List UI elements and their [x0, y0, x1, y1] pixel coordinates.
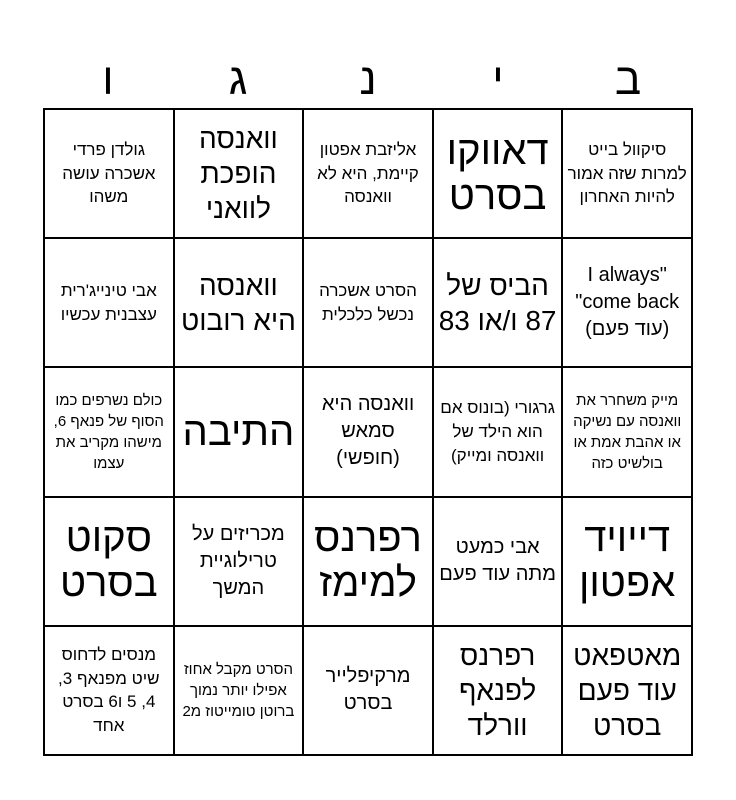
bingo-cell-24[interactable]: הסרט מקבל אחוז אפילו יותר נמוך ברוטן טומייטוז מ2: [174, 626, 304, 755]
bingo-header: [43, 56, 693, 104]
bingo-cell-16[interactable]: דייויד אפטון: [562, 497, 692, 626]
header-letter-1: ב: [614, 55, 642, 104]
bingo-cell-10[interactable]: אבי טינייג'רית עצבנית עכשיו: [44, 238, 174, 367]
bingo-cell-15[interactable]: כולם נשרפים כמו הסוף של פנאף 6, מישהו מקריב את עצמו: [44, 367, 174, 496]
bingo-cell-5[interactable]: גולדן פרדי אשכרה עושה משהו: [44, 109, 174, 238]
bingo-card: [43, 108, 693, 756]
bingo-cell-13[interactable]: וואנסה היא סמאש (חופשי): [303, 367, 433, 496]
bingo-cell-9[interactable]: וואנסה היא רובוט: [174, 238, 304, 367]
bingo-cell-19[interactable]: מכריזים על טרילוגיית המשך: [174, 497, 304, 626]
bingo-cell-12[interactable]: גרגורי (בונוס אם הוא הילד של וואנסה ומייק): [433, 367, 563, 496]
bingo-cell-21[interactable]: מאטפאט עוד פעם בסרט: [562, 626, 692, 755]
bingo-cell-20[interactable]: סקוט בסרט: [44, 497, 174, 626]
header-letter-5: ו: [102, 55, 114, 104]
bingo-cell-14[interactable]: התיבה: [174, 367, 304, 496]
header-letter-3: נ: [359, 55, 377, 104]
bingo-cell-1[interactable]: סיקוול בייט למרות שזה אמור להיות האחרון: [562, 109, 692, 238]
header-letter-2: י: [492, 55, 504, 104]
bingo-cell-17[interactable]: אבי כמעט מתה עוד פעם: [433, 497, 563, 626]
bingo-cell-23[interactable]: מרקיפלייר בסרט: [303, 626, 433, 755]
bingo-cell-7[interactable]: הביס של 87 ו/או 83: [433, 238, 563, 367]
bingo-cell-22[interactable]: רפרנס לפנאף וורלד: [433, 626, 563, 755]
bingo-cell-6[interactable]: "I always come back" (עוד פעם): [562, 238, 692, 367]
bingo-cell-8[interactable]: הסרט אשכרה נכשל כלכלית: [303, 238, 433, 367]
header-letter-4: ג: [228, 55, 248, 104]
bingo-cell-3[interactable]: אליזבת אפטון קיימת, היא לא וואנסה: [303, 109, 433, 238]
bingo-cell-4[interactable]: וואנסה הופכת לוואני: [174, 109, 304, 238]
bingo-cell-11[interactable]: מייק משחרר את וואנסה עם נשיקה או אהבת אמת או בולשיט כזה: [562, 367, 692, 496]
bingo-cell-25[interactable]: מנסים לדחוס שיט מפנאף 3, 4, 5 ו6 בסרט אחד: [44, 626, 174, 755]
bingo-cell-2[interactable]: דאווקו בסרט: [433, 109, 563, 238]
bingo-cell-18[interactable]: רפרנס למימז: [303, 497, 433, 626]
